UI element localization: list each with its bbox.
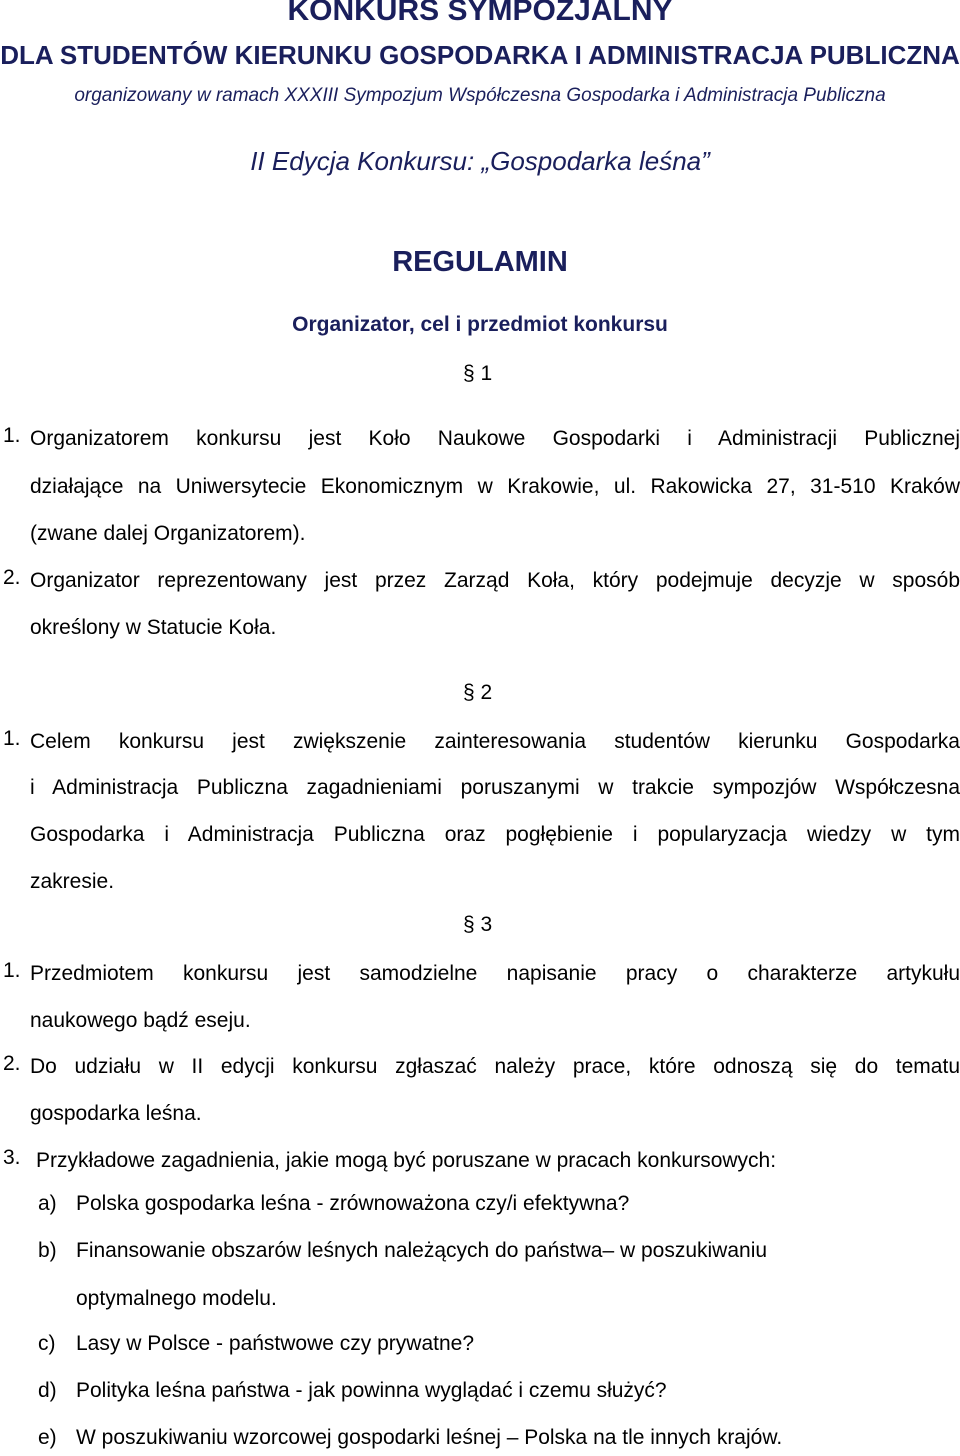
topic-a-text: Polska gospodarka leśna - zrównoważona czy/i efektywna? (76, 1192, 630, 1215)
topic-b-text-line-1: Finansowanie obszarów leśnych należących do państwa– w poszukiwaniu (76, 1239, 768, 1262)
p3-item-2-line-2: gospodarka leśna. (30, 1102, 202, 1125)
topic-a-letter: a) (38, 1192, 57, 1215)
p2-item-1-line-2: i Administracja Publiczna zagadnieniami poruszanymi w trakcie sympozjów Współczesna (30, 776, 960, 799)
topic-b-letter: b) (38, 1239, 57, 1262)
paragraph-2-mark: § 2 (463, 681, 493, 704)
p2-item-1-line-1: Celem konkursu jest zwiększenie zainteresowania studentów kierunku Gospodarka (30, 730, 960, 753)
p3-item-1-line-1: Przedmiotem konkursu jest samodzielne napisanie pracy o charakterze artykułu (30, 962, 960, 985)
topic-c-text: Lasy w Polsce - państwowe czy prywatne? (76, 1332, 475, 1355)
section-title: Organizator, cel i przedmiot konkursu (292, 313, 668, 336)
topic-e-text: W poszukiwaniu wzorcowej gospodarki leśnej – Polska na tle innych krajów. (76, 1426, 783, 1449)
document-subtitle: organizowany w ramach XXXIII Sympozjum Współczesna Gospodarka i Administracja Publiczna (74, 85, 886, 106)
p1-item-2-number: 2. (3, 566, 21, 589)
p3-item-3-line-1: Przykładowe zagadnienia, jakie mogą być poruszane w pracach konkursowych: (36, 1149, 777, 1172)
paragraph-3-mark: § 3 (463, 913, 493, 936)
p3-item-2-number: 2. (3, 1052, 21, 1075)
p1-item-2-line-1: Organizator reprezentowany jest przez Zarząd Koła, który podejmuje decyzje w sposób (30, 569, 960, 592)
topic-e-letter: e) (38, 1426, 57, 1449)
p3-item-3-number: 3. (3, 1146, 21, 1169)
topic-c-letter: c) (38, 1332, 56, 1355)
p3-item-1-line-2: naukowego bądź eseju. (30, 1009, 251, 1032)
topic-d-text: Polityka leśna państwa - jak powinna wyglądać i czemu służyć? (76, 1379, 667, 1402)
p3-item-1-number: 1. (3, 959, 21, 982)
p2-item-1-line-4: zakresie. (30, 870, 115, 893)
edition-heading: II Edycja Konkursu: „Gospodarka leśna” (250, 146, 710, 176)
paragraph-1-mark: § 1 (463, 362, 493, 385)
topic-b-text-line-2: optymalnego modelu. (76, 1287, 277, 1310)
document-title-line2: DLA STUDENTÓW KIERUNKU GOSPODARKA I ADMINISTRACJA PUBLICZNA (0, 40, 960, 70)
p1-item-2-line-2: określony w Statucie Koła. (30, 616, 277, 639)
p1-item-1-number: 1. (3, 424, 21, 447)
topic-d-letter: d) (38, 1379, 57, 1402)
regulations-heading: REGULAMIN (392, 246, 568, 278)
p1-item-1-line-3: (zwane dalej Organizatorem). (30, 522, 306, 545)
document-title: KONKURS SYMPOZJALNY (287, 0, 673, 27)
p1-item-1-line-2: działające na Uniwersytecie Ekonomicznym w Krakowie, ul. Rakowicka 27, 31-510 Kraków (30, 475, 960, 498)
p2-item-1-line-3: Gospodarka i Administracja Publiczna oraz pogłębienie i popularyzacja wiedzy w tym (30, 823, 960, 846)
p1-item-1-line-1: Organizatorem konkursu jest Koło Naukowe Gospodarki i Administracji Publicznej (30, 427, 960, 450)
p3-item-2-line-1: Do udziału w II edycji konkursu zgłaszać należy prace, które odnoszą się do tematu (30, 1055, 960, 1078)
p2-item-1-number: 1. (3, 727, 21, 750)
